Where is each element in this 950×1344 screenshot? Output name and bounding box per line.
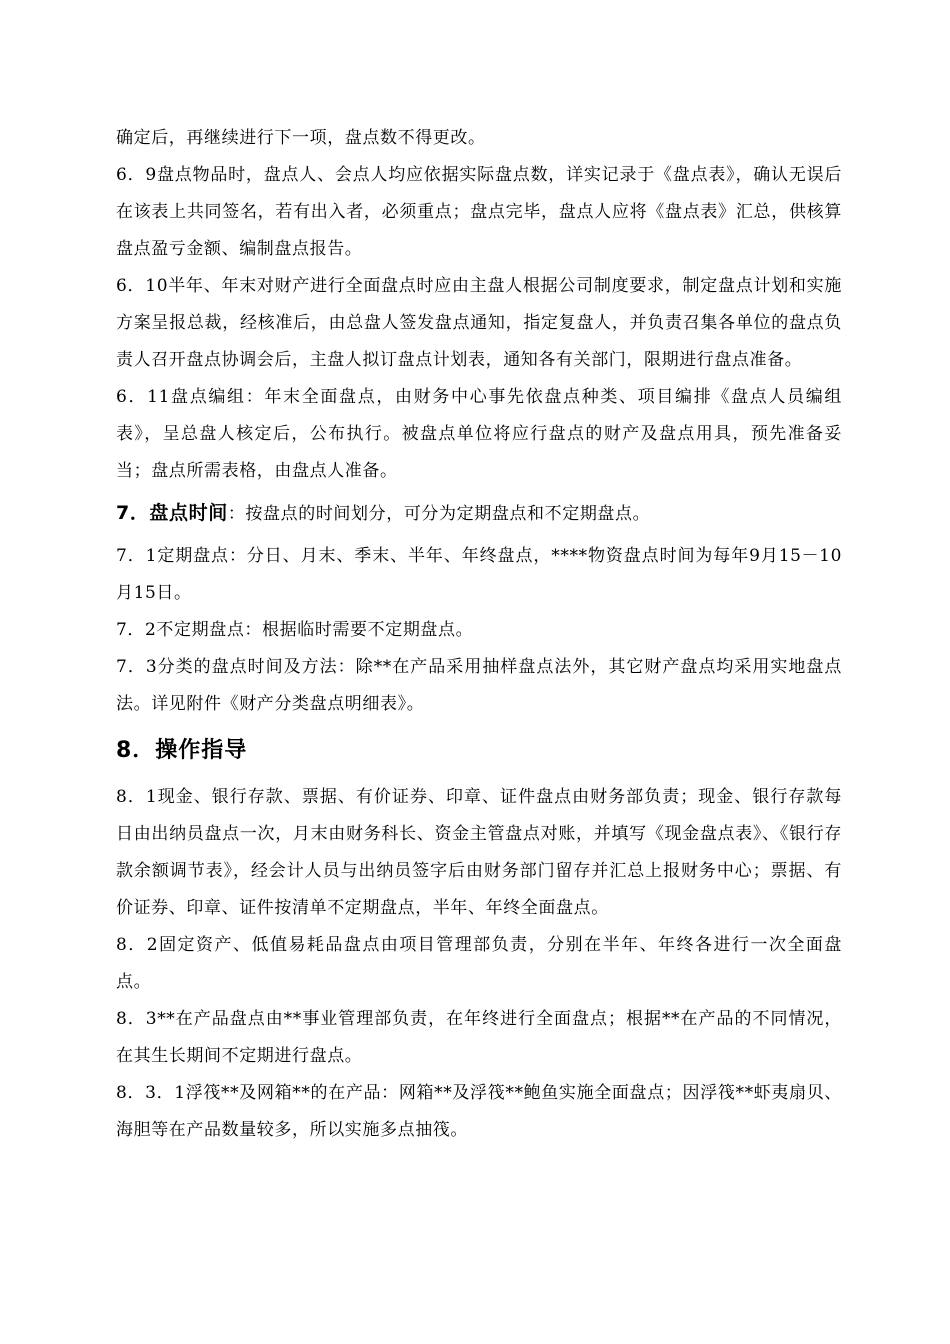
paragraph-8-3: 8．3**在产品盘点由**事业管理部负责，在年终进行全面盘点；根据**在产品的不同情况，在其生长期间不定期进行盘点。	[116, 1009, 842, 1066]
paragraph-6-10: 6．10半年、年末对财产进行全面盘点时应由主盘人根据公司制度要求，制定盘点计划和实施方案呈报总裁，经核准后，由总盘人签发盘点通知，指定复盘人，并负责召集各单位的盘点负责人召开盘点协调会后，主盘人拟订盘点计划表，通知各有关部门，限期进行盘点准备。	[116, 276, 842, 370]
paragraph-7-1: 7．1定期盘点：分日、月末、季末、半年、年终盘点，****物资盘点时间为每年9月15－10月15日。	[116, 546, 842, 603]
paragraph-continued: 确定后，再继续进行下一项，盘点数不得更改。	[116, 128, 486, 148]
section-7-number: 7．	[116, 502, 150, 524]
paragraph-8-3-1: 8．3．1浮筏**及网箱**的在产品：网箱**及浮筏**鲍鱼实施全面盘点；因浮筏**虾夷扇贝、海胆等在产品数量较多，所以实施多点抽筏。	[116, 1083, 842, 1140]
paragraph-8-1: 8．1现金、银行存款、票据、有价证券、印章、证件盘点由财务部负责；现金、银行存款每日由出纳员盘点一次，月末由财务科长、资金主管盘点对账，并填写《现金盘点表》、《银行存款余额调节表》，经会计人员与出纳员签字后由财务部门留存并汇总上报财务中心；票据、有价证券、印章、证件按清单不定期盘点，半年、年终全面盘点。	[116, 787, 842, 918]
section-7-heading	[116, 495, 842, 533]
paragraph-7-2: 7．2不定期盘点：根据临时需要不定期盘点。	[116, 620, 474, 640]
section-7-title: 盘点时间	[149, 502, 228, 524]
section-7-intro: ：按盘点的时间划分，可分为定期盘点和不定期盘点。	[227, 504, 651, 524]
document-page	[116, 120, 842, 1149]
paragraph-7-3: 7．3分类的盘点时间及方法：除**在产品采用抽样盘点法外，其它财产盘点均采用实地盘点法。详见附件《财产分类盘点明细表》。	[116, 657, 842, 714]
paragraph-6-9: 6．9盘点物品时，盘点人、会点人均应依据实际盘点数，详实记录于《盘点表》，确认无误后在该表上共同签名，若有出入者，必须重点；盘点完毕，盘点人应将《盘点表》汇总，供核算盘点盈亏金额、编制盘点报告。	[116, 165, 842, 259]
section-8-heading: 8．操作指导	[116, 738, 248, 763]
paragraph-8-2: 8．2固定资产、低值易耗品盘点由项目管理部负责，分别在半年、年终各进行一次全面盘点。	[116, 935, 842, 992]
paragraph-6-11: 6．11盘点编组：年末全面盘点，由财务中心事先依盘点种类、项目编排《盘点人员编组表》，呈总盘人核定后，公布执行。被盘点单位将应行盘点的财产及盘点用具，预先准备妥当；盘点所需表格，由盘点人准备。	[116, 387, 842, 481]
